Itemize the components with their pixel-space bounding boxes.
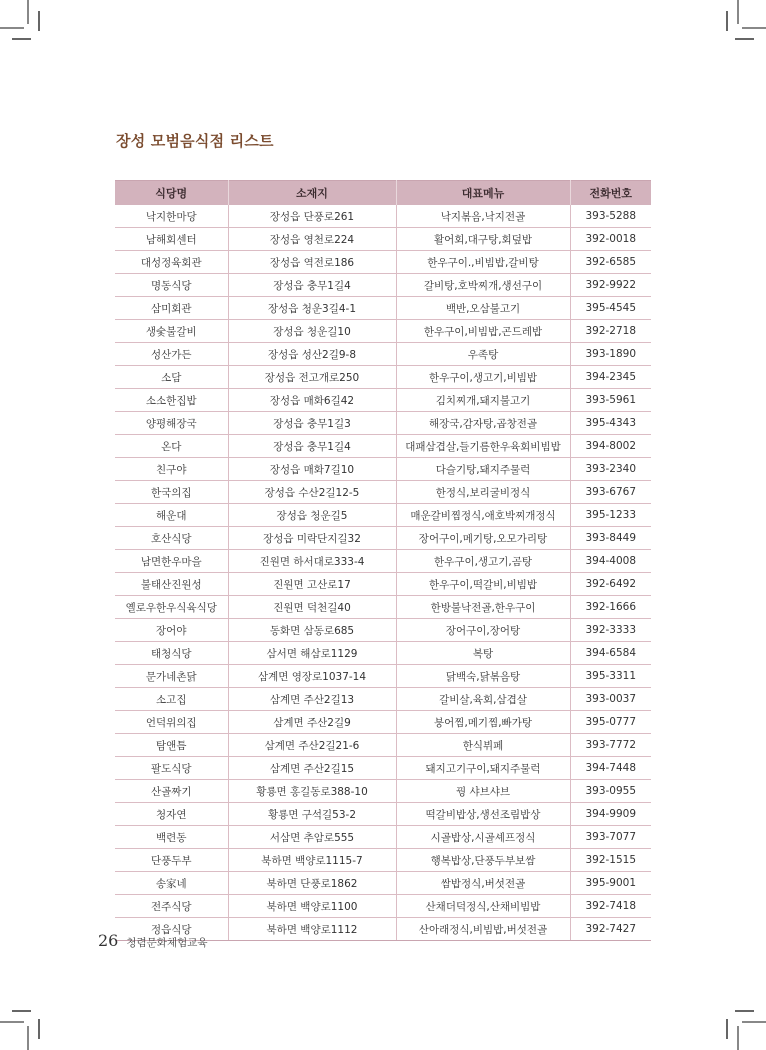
- cell-signature-menu: 김치찌개,돼지불고기: [396, 389, 570, 412]
- cell-location: 장성읍 영천로224: [228, 228, 396, 251]
- cell-signature-menu: 시골밥상,시골셰프정식: [396, 826, 570, 849]
- cell-signature-menu: 한방불낙전골,한우구이: [396, 596, 570, 619]
- page-title: 장성 모범음식점 리스트: [116, 132, 274, 150]
- cell-signature-menu: 쌈밥정식,버섯전골: [396, 872, 570, 895]
- cell-phone: 393-7077: [570, 826, 651, 849]
- cell-signature-menu: 꿩 샤브샤브: [396, 780, 570, 803]
- header-location: 소재지: [228, 181, 396, 206]
- cell-phone: 395-4545: [570, 297, 651, 320]
- table-row: [115, 320, 651, 343]
- table-row: [115, 803, 651, 826]
- table-row: [115, 895, 651, 918]
- cell-signature-menu: 한우구이,비빔밥,곤드레밥: [396, 320, 570, 343]
- table-row: [115, 458, 651, 481]
- cell-phone: 392-0018: [570, 228, 651, 251]
- table-row: [115, 642, 651, 665]
- cell-signature-menu: 행복밥상,단풍두부보쌈: [396, 849, 570, 872]
- cell-restaurant-name: 호산식당: [115, 527, 228, 550]
- cell-phone: 393-0037: [570, 688, 651, 711]
- cell-restaurant-name: 양평해장국: [115, 412, 228, 435]
- cell-location: 황룡면 홍길동로388-10: [228, 780, 396, 803]
- table-row: [115, 780, 651, 803]
- cell-phone: 393-2340: [570, 458, 651, 481]
- cell-location: 삼계면 영장로1037-14: [228, 665, 396, 688]
- cell-phone: 392-6492: [570, 573, 651, 596]
- cell-location: 장성읍 충무1길4: [228, 274, 396, 297]
- cell-signature-menu: 갈비살,육회,삼겹살: [396, 688, 570, 711]
- table-row: [115, 573, 651, 596]
- cell-phone: 393-7772: [570, 734, 651, 757]
- cell-signature-menu: 한정식,보리굴비정식: [396, 481, 570, 504]
- cell-signature-menu: 한식뷔페: [396, 734, 570, 757]
- cell-location: 장성읍 전고개로250: [228, 366, 396, 389]
- cell-phone: 395-9001: [570, 872, 651, 895]
- table-body: [115, 205, 651, 941]
- cell-restaurant-name: 대성정육회관: [115, 251, 228, 274]
- cell-phone: 392-2718: [570, 320, 651, 343]
- table-row: [115, 849, 651, 872]
- cell-location: 장성읍 성산2길9-8: [228, 343, 396, 366]
- cell-restaurant-name: 친구야: [115, 458, 228, 481]
- cell-restaurant-name: 정읍식당: [115, 918, 228, 941]
- cell-signature-menu: 복탕: [396, 642, 570, 665]
- table-row: [115, 389, 651, 412]
- cell-signature-menu: 한우구이,생고기,비빔밥: [396, 366, 570, 389]
- cell-phone: 392-1666: [570, 596, 651, 619]
- cell-restaurant-name: 장어야: [115, 619, 228, 642]
- page-footer: [98, 931, 208, 950]
- cell-location: 장성읍 청운길10: [228, 320, 396, 343]
- table-row: [115, 665, 651, 688]
- cell-signature-menu: 매운갈비찜정식,애호박찌개정식: [396, 504, 570, 527]
- cell-location: 삼계면 주산2길21-6: [228, 734, 396, 757]
- cell-location: 장성읍 청운3길4-1: [228, 297, 396, 320]
- cell-location: 진원면 덕천길40: [228, 596, 396, 619]
- cell-phone: 395-3311: [570, 665, 651, 688]
- cell-phone: 393-6767: [570, 481, 651, 504]
- cell-location: 장성읍 단풍로261: [228, 205, 396, 228]
- cell-location: 북하면 백양로1100: [228, 895, 396, 918]
- cell-phone: 393-8449: [570, 527, 651, 550]
- table-header-row: [115, 181, 651, 206]
- cell-phone: 395-4343: [570, 412, 651, 435]
- cell-signature-menu: 해장국,감자탕,곱창전골: [396, 412, 570, 435]
- table-row: [115, 251, 651, 274]
- cell-phone: 393-0955: [570, 780, 651, 803]
- cell-signature-menu: 한우구이.,비빔밥,갈비탕: [396, 251, 570, 274]
- cell-restaurant-name: 청자연: [115, 803, 228, 826]
- cell-restaurant-name: 남해회센터: [115, 228, 228, 251]
- cell-restaurant-name: 산골짜기: [115, 780, 228, 803]
- cell-location: 장성읍 매화7길10: [228, 458, 396, 481]
- header-phone: 전화번호: [570, 181, 651, 206]
- cell-phone: 392-6585: [570, 251, 651, 274]
- cell-location: 삼계면 주산2길13: [228, 688, 396, 711]
- cell-signature-menu: 다슬기탕,돼지주물럭: [396, 458, 570, 481]
- cell-signature-menu: 떡갈비밥상,생선조림밥상: [396, 803, 570, 826]
- cell-phone: 393-5288: [570, 205, 651, 228]
- cell-restaurant-name: 언덕위의집: [115, 711, 228, 734]
- cell-restaurant-name: 성산가든: [115, 343, 228, 366]
- cell-signature-menu: 산채더덕정식,산채비빔밥: [396, 895, 570, 918]
- cell-signature-menu: 백반,오삼불고기: [396, 297, 570, 320]
- table-row: [115, 550, 651, 573]
- cell-location: 장성읍 미락단지길32: [228, 527, 396, 550]
- cell-restaurant-name: 한국의집: [115, 481, 228, 504]
- cell-restaurant-name: 탐앤틈: [115, 734, 228, 757]
- cell-restaurant-name: 단풍두부: [115, 849, 228, 872]
- cell-restaurant-name: 전주식당: [115, 895, 228, 918]
- cell-phone: 392-9922: [570, 274, 651, 297]
- cell-signature-menu: 대패삼겹살,들기름한우육회비빔밥: [396, 435, 570, 458]
- cell-phone: 395-0777: [570, 711, 651, 734]
- cell-signature-menu: 산아래정식,비빔밥,버섯전골: [396, 918, 570, 941]
- cell-location: 진원면 하서대로333-4: [228, 550, 396, 573]
- cell-phone: 392-3333: [570, 619, 651, 642]
- cell-location: 북하면 단풍로1862: [228, 872, 396, 895]
- cell-restaurant-name: 팔도식당: [115, 757, 228, 780]
- table-row: [115, 872, 651, 895]
- cell-restaurant-name: 송家네: [115, 872, 228, 895]
- cell-phone: 394-2345: [570, 366, 651, 389]
- cell-phone: 392-7427: [570, 918, 651, 941]
- cell-phone: 393-5961: [570, 389, 651, 412]
- table-row: [115, 734, 651, 757]
- cell-phone: 393-1890: [570, 343, 651, 366]
- cell-phone: 392-1515: [570, 849, 651, 872]
- cell-location: 장성읍 역전로186: [228, 251, 396, 274]
- table-row: [115, 527, 651, 550]
- cell-restaurant-name: 온다: [115, 435, 228, 458]
- cell-location: 장성읍 매화6길42: [228, 389, 396, 412]
- cell-restaurant-name: 태청식당: [115, 642, 228, 665]
- cell-location: 삼계면 주산2길9: [228, 711, 396, 734]
- table-row: [115, 688, 651, 711]
- restaurant-table: [115, 180, 651, 941]
- cell-restaurant-name: 명동식당: [115, 274, 228, 297]
- cell-location: 장성읍 수산2길12-5: [228, 481, 396, 504]
- table-row: [115, 757, 651, 780]
- table-row: [115, 366, 651, 389]
- table-row: [115, 481, 651, 504]
- table-row: [115, 619, 651, 642]
- table-row: [115, 412, 651, 435]
- table-row: [115, 435, 651, 458]
- cell-phone: 394-7448: [570, 757, 651, 780]
- cell-location: 장성읍 충무1길3: [228, 412, 396, 435]
- cell-restaurant-name: 백련동: [115, 826, 228, 849]
- cell-signature-menu: 한우구이,떡갈비,비빔밥: [396, 573, 570, 596]
- table-row: [115, 274, 651, 297]
- cell-restaurant-name: 해운대: [115, 504, 228, 527]
- cell-location: 북하면 백양로1112: [228, 918, 396, 941]
- cell-location: 삼계면 주산2길15: [228, 757, 396, 780]
- cell-restaurant-name: 소소한집밥: [115, 389, 228, 412]
- table-row: [115, 205, 651, 228]
- cell-location: 황룡면 구석길53-2: [228, 803, 396, 826]
- cell-phone: 394-4008: [570, 550, 651, 573]
- cell-signature-menu: 닭백숙,닭볶음탕: [396, 665, 570, 688]
- cell-restaurant-name: 남면한우마을: [115, 550, 228, 573]
- cell-signature-menu: 낙지볶음,낙지전골: [396, 205, 570, 228]
- cell-restaurant-name: 낙지한마당: [115, 205, 228, 228]
- cell-location: 북하면 백양로1115-7: [228, 849, 396, 872]
- cell-phone: 394-6584: [570, 642, 651, 665]
- cell-location: 진원면 고산로17: [228, 573, 396, 596]
- cell-phone: 392-7418: [570, 895, 651, 918]
- cell-restaurant-name: 소담: [115, 366, 228, 389]
- table-row: [115, 297, 651, 320]
- cell-restaurant-name: 소고집: [115, 688, 228, 711]
- cell-restaurant-name: 생숯불갈비: [115, 320, 228, 343]
- table-row: [115, 228, 651, 251]
- cell-phone: 394-8002: [570, 435, 651, 458]
- header-restaurant-name: 식당명: [115, 181, 228, 206]
- table-row: [115, 596, 651, 619]
- cell-restaurant-name: 삼미회관: [115, 297, 228, 320]
- publication-name: 청렴문화체험교육: [126, 937, 208, 949]
- cell-location: 장성읍 청운길5: [228, 504, 396, 527]
- table-row: [115, 826, 651, 849]
- cell-location: 장성읍 충무1길4: [228, 435, 396, 458]
- cell-signature-menu: 우족탕: [396, 343, 570, 366]
- cell-signature-menu: 장어구이,메기탕,오모가리탕: [396, 527, 570, 550]
- cell-restaurant-name: 옐로우한우식육식당: [115, 596, 228, 619]
- page-number: 26: [98, 931, 119, 950]
- cell-signature-menu: 장어구이,장어탕: [396, 619, 570, 642]
- cell-signature-menu: 갈비탕,호박찌개,생선구이: [396, 274, 570, 297]
- table-row: [115, 504, 651, 527]
- cell-signature-menu: 돼지고기구이,돼지주물럭: [396, 757, 570, 780]
- cell-location: 서삼면 추암로555: [228, 826, 396, 849]
- cell-signature-menu: 활어회,대구탕,회덮밥: [396, 228, 570, 251]
- cell-phone: 395-1233: [570, 504, 651, 527]
- cell-location: 동화면 삼동로685: [228, 619, 396, 642]
- cell-signature-menu: 한우구이,생고기,곰탕: [396, 550, 570, 573]
- table-row: [115, 711, 651, 734]
- header-signature-menu: 대표메뉴: [396, 181, 570, 206]
- table-row: [115, 343, 651, 366]
- cell-location: 삼서면 해삼로1129: [228, 642, 396, 665]
- cell-signature-menu: 붕어찜,메기찜,빠가탕: [396, 711, 570, 734]
- cell-restaurant-name: 문가네촌닭: [115, 665, 228, 688]
- cell-restaurant-name: 불태산진원성: [115, 573, 228, 596]
- cell-phone: 394-9909: [570, 803, 651, 826]
